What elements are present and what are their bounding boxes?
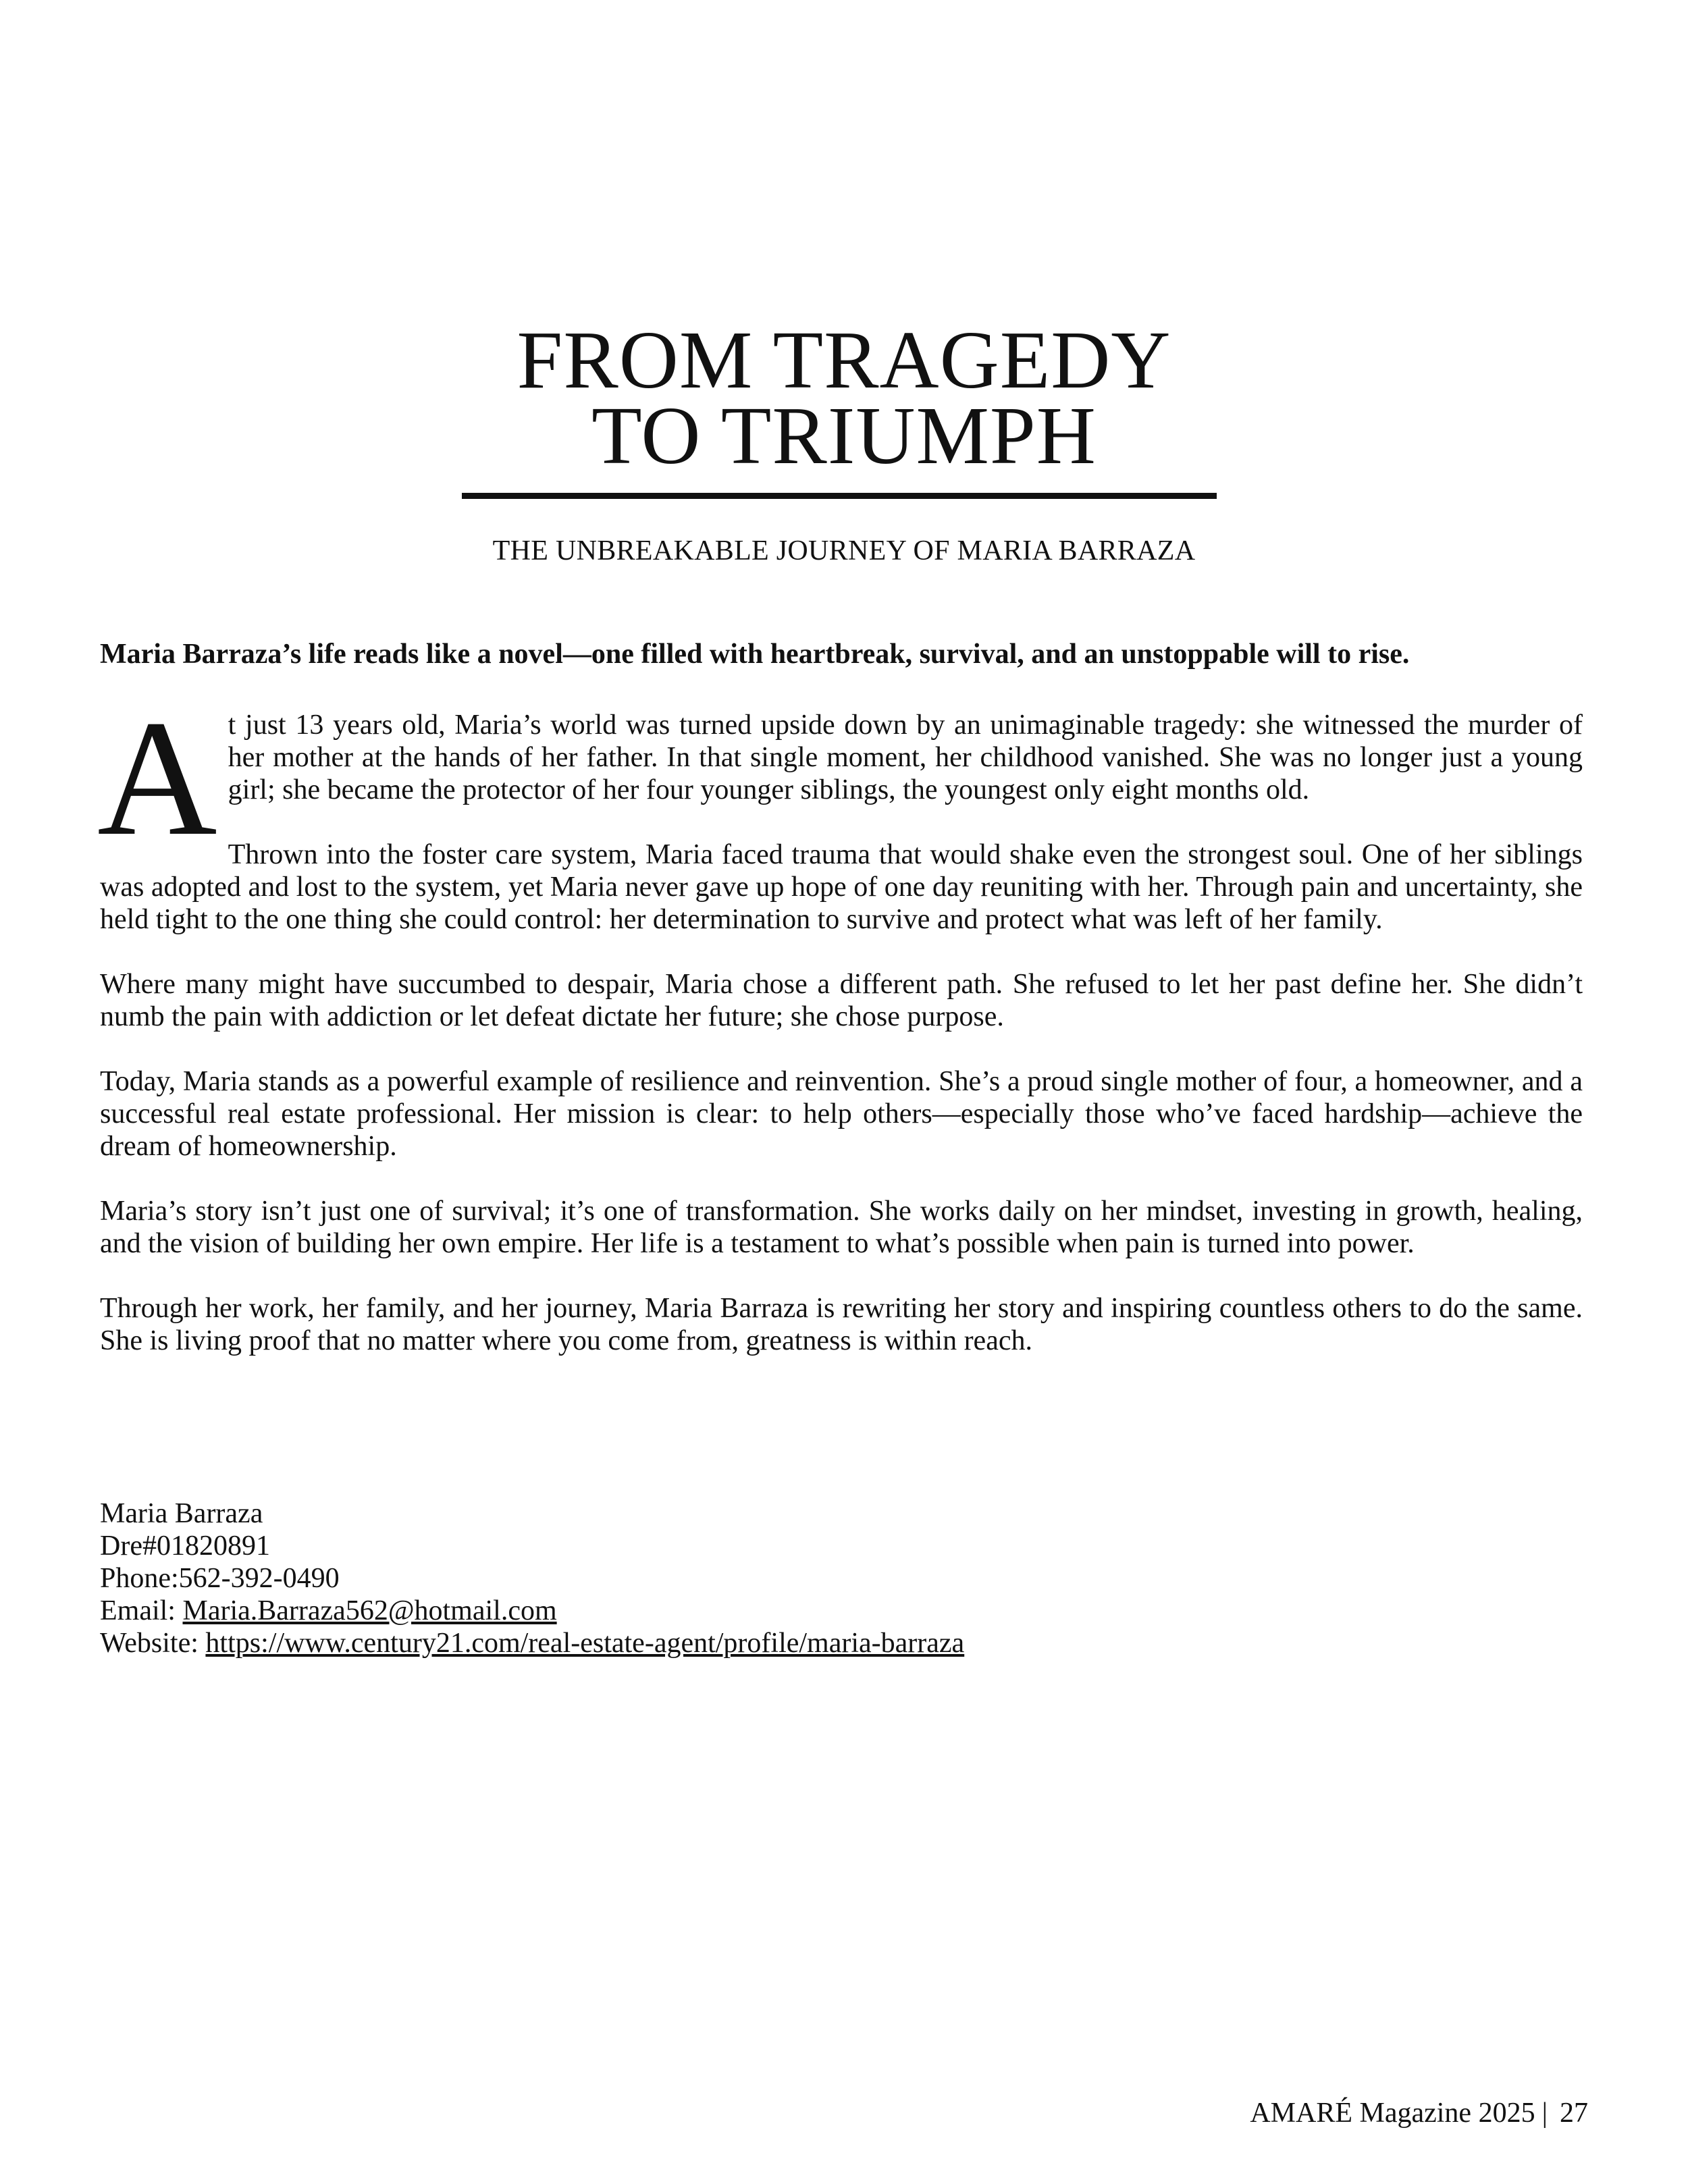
email-label: Email: [100,1595,183,1626]
body-paragraph-5: Maria’s story isn’t just one of survival; it’s one of transformation. She works daily on her mindset, investing in growth, healing, and the vision of building her own empire. Her life is a testament to what’s possible when pain is turned into power. [100,1196,1583,1259]
body-paragraph-3: Where many might have succumbed to despair, Maria chose a different path. She refused to let her past define her. She didn’t numb the pain with addiction or let defeat dictate her future; she chose purpose. [100,969,1583,1032]
title-line-2: TO TRIUMPH [591,390,1097,481]
page-footer [1250,2096,1588,2131]
body-paragraph-1 [97,687,1583,870]
contact-dre: Dre#01820891 [100,1530,270,1562]
article-lead: Maria Barraza’s life reads like a novel—one filled with heartbreak, survival, and an unstoppable will to rise. [100,639,1410,670]
contact-website-row [100,1627,964,1659]
contact-name: Maria Barraza [100,1498,263,1529]
title-divider [462,493,1217,499]
article-subtitle: THE UNBREAKABLE JOURNEY OF MARIA BARRAZA [492,535,1196,566]
drop-cap: A [97,687,217,870]
contact-phone: Phone:562-392-0490 [100,1563,340,1594]
title-line-1: FROM TRAGEDY [517,315,1171,406]
body-paragraph-6: Through her work, her family, and her journey, Maria Barraza is rewriting her story and inspiring countless others to do the same. She is living proof that no matter where you come from, greatness is within reach. [100,1293,1583,1356]
article-body [97,687,1583,1389]
footer-separator: | [1541,2098,1548,2129]
website-link[interactable]: https://www.century21.com/real-estate-agent/profile/maria-barraza [205,1628,965,1659]
contact-block [100,1497,964,1659]
body-paragraph-4: Today, Maria stands as a powerful example of resilience and reinvention. She’s a proud single mother of four, a homeowner, and a successful real estate professional. Her mission is clear: to help others—especially those who’ve faced hardship—achieve the dream of homeownership. [100,1066,1583,1162]
email-link[interactable]: Maria.Barraza562@hotmail.com [182,1595,557,1626]
publication-name: AMARÉ Magazine 2025 [1250,2098,1535,2129]
page-number: 27 [1560,2098,1588,2129]
website-label: Website: [100,1628,206,1659]
paragraph-text: t just 13 years old, Maria’s world was turned upside down by an unimaginable tragedy: she witnessed the murder of her mother at the hands of her father. In that single moment, her childhood vanished. She was no longer just a young girl; she became the protector of her four younger siblings, the youngest only eight months old. [228,710,1583,805]
article-title [0,315,1688,481]
body-paragraph-2: Thrown into the foster care system, Maria faced trauma that would shake even the strongest soul. One of her siblings was adopted and lost to the system, yet Maria never gave up hope of one day reuniting with her. Through pain and uncertainty, she held tight to the one thing she could control: her determination to survive and protect what was left of her family. [100,839,1583,935]
contact-email-row [100,1595,964,1627]
